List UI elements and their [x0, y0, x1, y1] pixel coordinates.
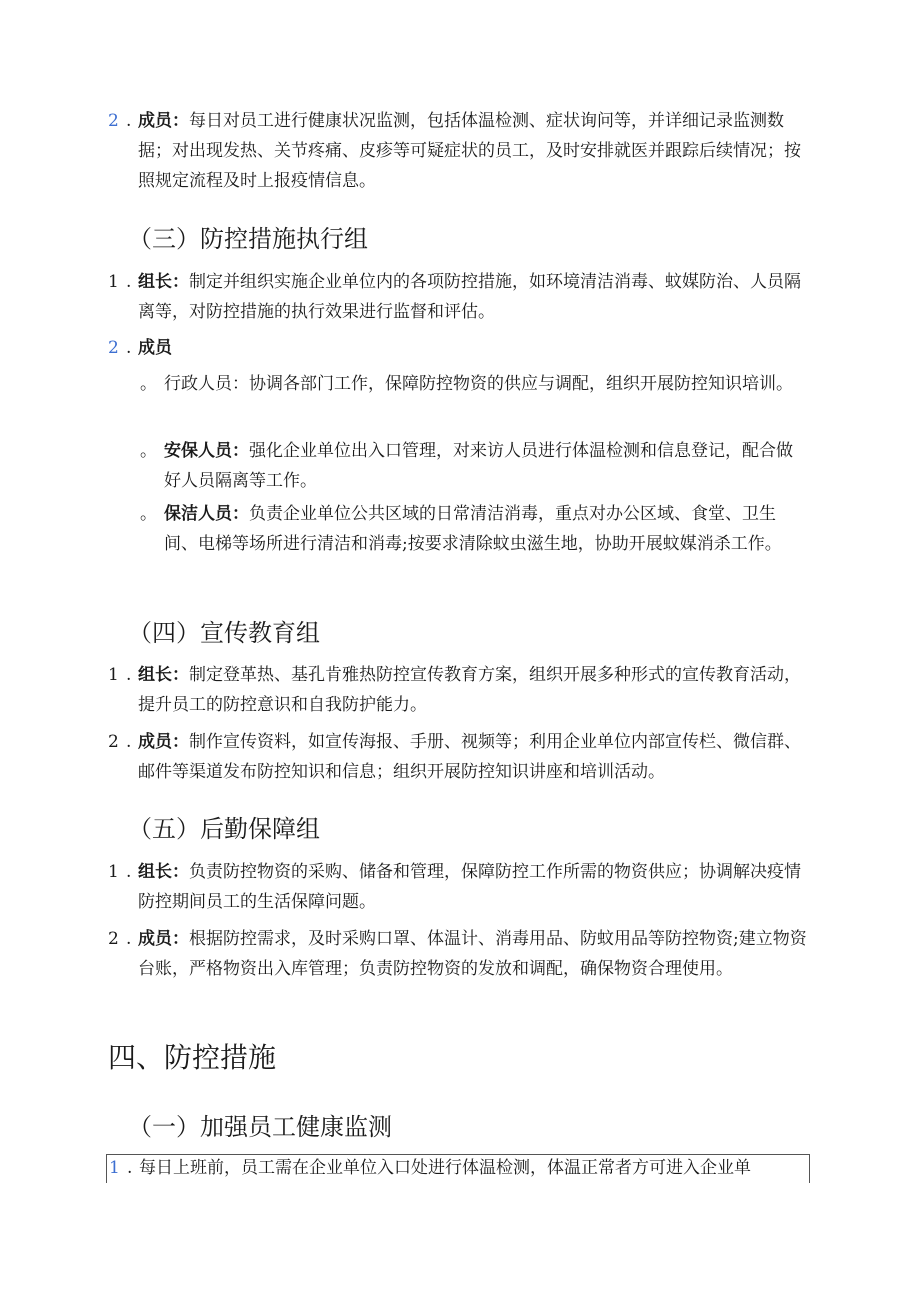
list-item-members-logistics	[108, 924, 808, 984]
list-dot: .	[126, 272, 132, 292]
item-label: 组长：	[138, 272, 189, 292]
list-dot: .	[127, 1158, 133, 1178]
sub-item-cleaning	[140, 499, 808, 559]
item-label: 组长：	[138, 665, 189, 685]
list-item-members-measures	[108, 333, 808, 363]
list-dot: .	[126, 338, 132, 358]
list-number: 1	[109, 1158, 120, 1178]
sub-item-admin	[140, 369, 808, 399]
list-item-leader-logistics	[108, 857, 808, 917]
list-dot: .	[126, 665, 132, 685]
item-text: 根据防控需求，及时采购口罩、体温计、消毒用品、防蚊用品等防控物资;建立物资台账，严格物资出入库管理；负责防控物资的发放和调配，确保物资合理使用。	[138, 929, 807, 979]
list-dot: .	[126, 111, 132, 131]
sub-text: 负责企业单位公共区域的日常清洁消毒，重点对办公区域、食堂、卫生间、电梯等场所进行清洁和消毒;按要求清除蚊虫滋生地，协助开展蚊媒消杀工作。	[164, 504, 782, 554]
item-label: 成员：	[138, 732, 189, 752]
cut-off-list-item	[106, 1154, 810, 1183]
item-text: 负责防控物资的采购、储备和管理，保障防控工作所需的物资供应；协调解决疫情防控期间员工的生活保障问题。	[138, 862, 801, 912]
list-item-leader-education	[108, 660, 808, 720]
list-number: 2	[108, 111, 119, 131]
sub-item-security	[140, 436, 808, 496]
sub-label: 保洁人员：	[164, 504, 249, 524]
sub-bullet: 。	[140, 441, 157, 461]
list-number: 2	[108, 338, 119, 358]
list-number: 2	[108, 929, 119, 949]
item-label: 成员：	[138, 929, 189, 949]
heading-health-monitoring: （一）加强员工健康监测	[128, 1113, 392, 1141]
item-label: 组长：	[138, 862, 189, 882]
sub-label: 安保人员：	[164, 441, 249, 461]
heading-group-three: （三）防控措施执行组	[128, 225, 368, 253]
list-number: 1	[108, 665, 119, 685]
list-number: 2	[108, 732, 119, 752]
sub-bullet: 。	[140, 374, 157, 394]
list-number: 1	[108, 272, 119, 292]
item-text: 每日对员工进行健康状况监测，包括体温检测、症状询问等，并详细记录监测数据；对出现发热、关节疼痛、皮疹等可疑症状的员工，及时安排就医并跟踪后续情况；按照规定流程及时上报疫情信息。	[138, 111, 801, 191]
item-text: 制定登革热、基孔肯雅热防控宣传教育方案，组织开展多种形式的宣传教育活动，提升员工的防控意识和自我防护能力。	[138, 665, 801, 715]
sub-text: 行政人员：协调各部门工作，保障防控物资的供应与调配，组织开展防控知识培训。	[164, 374, 793, 394]
list-dot: .	[126, 929, 132, 949]
item-label: 成员：	[138, 111, 189, 131]
sub-bullet: 。	[140, 504, 157, 524]
sub-text: 强化企业单位出入口管理，对来访人员进行体温检测和信息登记，配合做好人员隔离等工作。	[164, 441, 793, 491]
item-text: 每日上班前，员工需在企业单位入口处进行体温检测，体温正常者方可进入企业单	[139, 1158, 751, 1178]
list-dot: .	[126, 732, 132, 752]
list-item-leader-measures	[108, 267, 808, 327]
section-heading-measures: 四、防控措施	[108, 1041, 277, 1074]
item-label: 成员	[138, 338, 172, 358]
item-text: 制作宣传资料，如宣传海报、手册、视频等；利用企业单位内部宣传栏、微信群、邮件等渠道发布防控知识和信息；组织开展防控知识讲座和培训活动。	[138, 732, 801, 782]
item-text: 制定并组织实施企业单位内的各项防控措施，如环境清洁消毒、蚊媒防治、人员隔离等，对防控措施的执行效果进行监督和评估。	[138, 272, 801, 322]
heading-group-five: （五）后勤保障组	[128, 815, 320, 843]
list-number: 1	[108, 862, 119, 882]
list-item-members-education	[108, 727, 808, 787]
list-dot: .	[126, 862, 132, 882]
list-item-temperature-check	[109, 1154, 809, 1183]
list-item-members-health	[108, 106, 808, 196]
heading-group-four: （四）宣传教育组	[128, 619, 320, 647]
